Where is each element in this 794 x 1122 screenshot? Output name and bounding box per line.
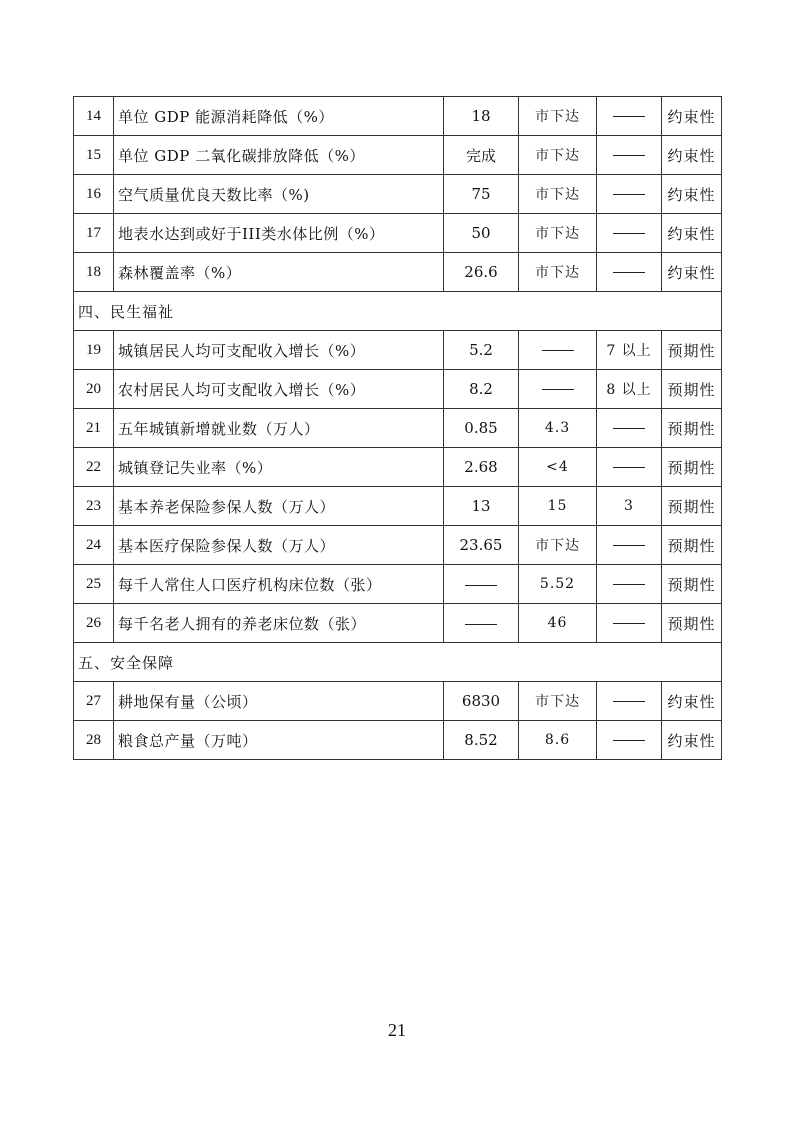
indicator-type: 预期性 — [662, 448, 722, 487]
table-row — [74, 370, 722, 409]
target-value: <4 — [519, 448, 597, 487]
target-value — [519, 370, 597, 409]
target-value: 市下达 — [519, 526, 597, 565]
indicator-name: 单位 GDP 二氧化碳排放降低（%） — [114, 136, 444, 175]
table-row — [74, 409, 722, 448]
indicator-type: 预期性 — [662, 370, 722, 409]
dash-mark — [613, 155, 645, 156]
row-number: 16 — [74, 175, 114, 214]
growth-value: 8 以上 — [597, 370, 662, 409]
section-row — [74, 292, 722, 331]
table-row — [74, 565, 722, 604]
indicator-type: 预期性 — [662, 409, 722, 448]
dash-mark — [613, 428, 645, 429]
target-value — [519, 331, 597, 370]
table-row — [74, 448, 722, 487]
page-number: 21 — [388, 1020, 406, 1040]
growth-value — [597, 253, 662, 292]
dash-mark — [613, 233, 645, 234]
indicator-type: 约束性 — [662, 721, 722, 760]
table-row — [74, 721, 722, 760]
target-value: 市下达 — [519, 682, 597, 721]
growth-value — [597, 682, 662, 721]
base-value: 6830 — [444, 682, 519, 721]
table-row — [74, 97, 722, 136]
table-row — [74, 682, 722, 721]
indicator-name: 单位 GDP 能源消耗降低（%） — [114, 97, 444, 136]
indicator-name: 地表水达到或好于III类水体比例（%） — [114, 214, 444, 253]
table-row — [74, 214, 722, 253]
growth-value — [597, 448, 662, 487]
dash-mark — [613, 740, 645, 741]
indicator-type: 约束性 — [662, 136, 722, 175]
growth-value — [597, 136, 662, 175]
indicator-name: 五年城镇新增就业数（万人） — [114, 409, 444, 448]
row-number: 18 — [74, 253, 114, 292]
dash-mark — [542, 389, 574, 390]
dash-mark — [465, 624, 497, 625]
table-row — [74, 175, 722, 214]
indicator-name: 基本医疗保险参保人数（万人） — [114, 526, 444, 565]
table-row — [74, 253, 722, 292]
dash-mark — [613, 545, 645, 546]
base-value: 50 — [444, 214, 519, 253]
indicator-name: 城镇登记失业率（%） — [114, 448, 444, 487]
table-row — [74, 136, 722, 175]
row-number: 23 — [74, 487, 114, 526]
indicator-name: 城镇居民人均可支配收入增长（%） — [114, 331, 444, 370]
dash-mark — [613, 623, 645, 624]
section-heading: 四、民生福祉 — [74, 292, 722, 331]
indicator-type: 预期性 — [662, 331, 722, 370]
table-row — [74, 604, 722, 643]
row-number: 25 — [74, 565, 114, 604]
base-value — [444, 565, 519, 604]
target-value: 15 — [519, 487, 597, 526]
dash-mark — [613, 584, 645, 585]
indicator-type: 预期性 — [662, 526, 722, 565]
indicator-name: 农村居民人均可支配收入增长（%） — [114, 370, 444, 409]
base-value: 18 — [444, 97, 519, 136]
base-value: 13 — [444, 487, 519, 526]
indicator-type: 预期性 — [662, 565, 722, 604]
dash-mark — [613, 701, 645, 702]
target-value: 市下达 — [519, 214, 597, 253]
table-row — [74, 331, 722, 370]
base-value: 2.68 — [444, 448, 519, 487]
indicator-type: 约束性 — [662, 175, 722, 214]
target-value: 8.6 — [519, 721, 597, 760]
target-value: 市下达 — [519, 97, 597, 136]
growth-value — [597, 565, 662, 604]
row-number: 22 — [74, 448, 114, 487]
indicator-type: 预期性 — [662, 487, 722, 526]
base-value — [444, 604, 519, 643]
target-value: 5.52 — [519, 565, 597, 604]
dash-mark — [613, 194, 645, 195]
indicator-type: 约束性 — [662, 97, 722, 136]
section-row — [74, 643, 722, 682]
target-value: 市下达 — [519, 175, 597, 214]
indicator-table — [73, 96, 722, 760]
table-row — [74, 526, 722, 565]
indicator-name: 每千人常住人口医疗机构床位数（张） — [114, 565, 444, 604]
dash-mark — [613, 116, 645, 117]
indicator-name: 空气质量优良天数比率（%) — [114, 175, 444, 214]
indicator-name: 耕地保有量（公顷） — [114, 682, 444, 721]
growth-value — [597, 97, 662, 136]
dash-mark — [465, 585, 497, 586]
indicator-type: 约束性 — [662, 214, 722, 253]
target-value: 市下达 — [519, 253, 597, 292]
growth-value: 3 — [597, 487, 662, 526]
base-value: 完成 — [444, 136, 519, 175]
row-number: 27 — [74, 682, 114, 721]
indicator-type: 预期性 — [662, 604, 722, 643]
row-number: 28 — [74, 721, 114, 760]
base-value: 8.52 — [444, 721, 519, 760]
row-number: 17 — [74, 214, 114, 253]
row-number: 26 — [74, 604, 114, 643]
growth-value — [597, 526, 662, 565]
dash-mark — [613, 272, 645, 273]
growth-value — [597, 214, 662, 253]
base-value: 0.85 — [444, 409, 519, 448]
base-value: 23.65 — [444, 526, 519, 565]
row-number: 24 — [74, 526, 114, 565]
base-value: 75 — [444, 175, 519, 214]
dash-mark — [613, 467, 645, 468]
row-number: 20 — [74, 370, 114, 409]
row-number: 19 — [74, 331, 114, 370]
indicator-name: 粮食总产量（万吨） — [114, 721, 444, 760]
dash-mark — [542, 350, 574, 351]
section-heading: 五、安全保障 — [74, 643, 722, 682]
indicator-name: 森林覆盖率（%） — [114, 253, 444, 292]
indicator-type: 约束性 — [662, 682, 722, 721]
indicator-name: 每千名老人拥有的养老床位数（张） — [114, 604, 444, 643]
base-value: 26.6 — [444, 253, 519, 292]
table-row — [74, 487, 722, 526]
target-value: 46 — [519, 604, 597, 643]
row-number: 21 — [74, 409, 114, 448]
row-number: 15 — [74, 136, 114, 175]
target-value: 4.3 — [519, 409, 597, 448]
indicator-type: 约束性 — [662, 253, 722, 292]
indicator-name: 基本养老保险参保人数（万人） — [114, 487, 444, 526]
growth-value — [597, 604, 662, 643]
row-number: 14 — [74, 97, 114, 136]
growth-value — [597, 175, 662, 214]
base-value: 8.2 — [444, 370, 519, 409]
growth-value — [597, 409, 662, 448]
growth-value — [597, 721, 662, 760]
target-value: 市下达 — [519, 136, 597, 175]
base-value: 5.2 — [444, 331, 519, 370]
growth-value: 7 以上 — [597, 331, 662, 370]
